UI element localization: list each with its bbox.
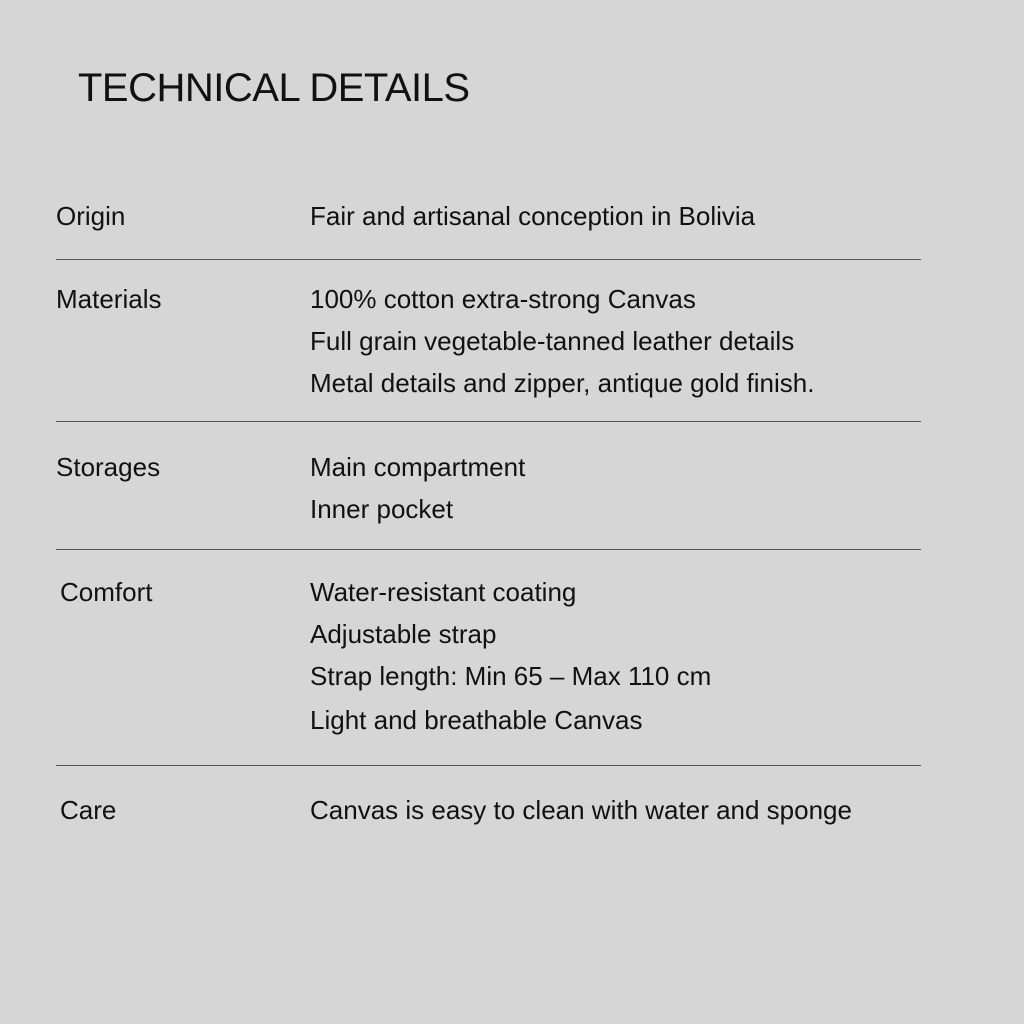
spec-value: Strap length: Min 65 – Max 110 cm — [310, 661, 712, 691]
spec-values-storages — [310, 446, 525, 530]
spec-value: Light and breathable Canvas — [310, 705, 643, 735]
spec-label-origin: Origin — [56, 201, 126, 231]
page-title: TECHNICAL DETAILS — [78, 66, 470, 110]
spec-row-origin — [56, 180, 921, 260]
spec-values-care — [310, 789, 852, 831]
spec-row-materials — [56, 260, 921, 422]
spec-label-storages: Storages — [56, 452, 161, 482]
spec-label-materials: Materials — [56, 284, 162, 314]
spec-table — [56, 180, 921, 856]
spec-label-comfort: Comfort — [60, 577, 153, 607]
spec-row-comfort — [56, 550, 921, 766]
spec-values-origin — [310, 195, 755, 237]
spec-values-materials — [310, 278, 814, 404]
spec-value: 100% cotton extra-strong Canvas — [310, 284, 696, 314]
spec-row-storages — [56, 422, 921, 550]
spec-value: Inner pocket — [310, 494, 454, 524]
spec-value: Fair and artisanal conception in Bolivia — [310, 201, 756, 231]
spec-value: Water-resistant coating — [310, 577, 577, 607]
spec-value: Canvas is easy to clean with water and sponge — [310, 795, 852, 825]
spec-value: Adjustable strap — [310, 619, 497, 649]
spec-value: Full grain vegetable-tanned leather details — [310, 326, 795, 356]
spec-value: Main compartment — [310, 452, 526, 482]
spec-value: Metal details and zipper, antique gold finish. — [310, 368, 815, 398]
spec-row-care — [56, 766, 921, 856]
spec-label-care: Care — [60, 795, 117, 825]
spec-values-comfort — [310, 571, 711, 741]
